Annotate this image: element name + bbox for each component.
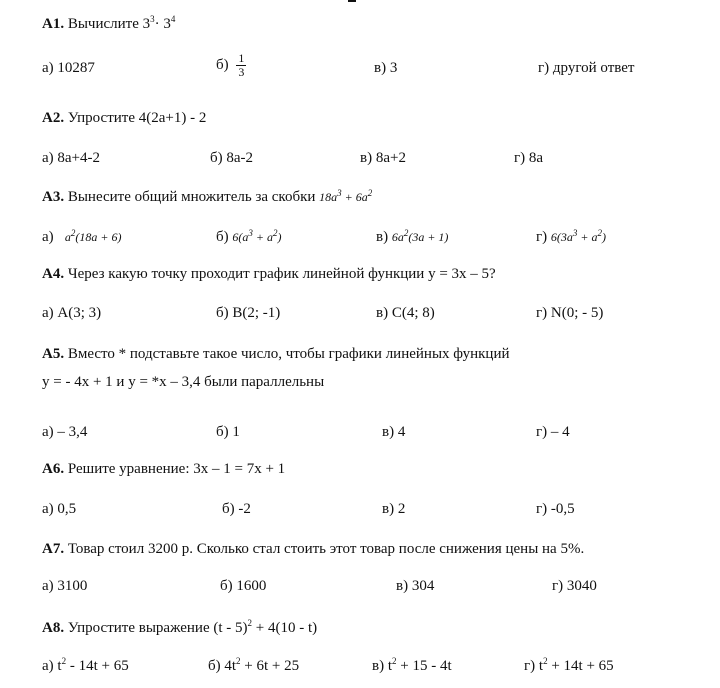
answer-d[interactable]: г) 8а bbox=[514, 150, 544, 166]
question-number: A4. bbox=[42, 266, 65, 282]
answer-d[interactable]: г) -0,5 bbox=[536, 501, 575, 517]
question-number: A2. bbox=[42, 110, 65, 126]
answer-a[interactable]: а) 3100 bbox=[42, 578, 88, 594]
question-a7 bbox=[42, 541, 584, 558]
answer-a[interactable]: а) 8а+4-2 bbox=[42, 150, 101, 166]
answers-a8 bbox=[42, 656, 702, 680]
question-text: Упростите выражение (t - 5) bbox=[67, 620, 248, 636]
question-a3 bbox=[42, 188, 372, 206]
answers-a6 bbox=[42, 501, 702, 525]
page-edge-mark bbox=[348, 0, 356, 2]
question-number: A7. bbox=[42, 541, 65, 557]
answer-d[interactable]: г) N(0; - 5) bbox=[536, 305, 604, 321]
question-text: Через какую точку проходит график линейной функции y = 3x – 5? bbox=[67, 266, 496, 282]
answer-a[interactable]: а) A(3; 3) bbox=[42, 305, 102, 321]
answer-d[interactable]: г) 3040 bbox=[552, 578, 597, 594]
question-text: Решите уравнение: 3x – 1 = 7x + 1 bbox=[67, 461, 286, 477]
answer-b[interactable]: б) $\frac{1}{3}$ bbox=[216, 51, 245, 79]
answer-c[interactable]: в) 3 bbox=[374, 60, 398, 76]
question-number: A3. bbox=[42, 189, 65, 205]
answer-b[interactable]: б) B(2; -1) bbox=[216, 305, 281, 321]
question-text: Товар стоил 3200 р. Сколько стал стоить этот товар после снижения цены на 5%. bbox=[67, 541, 585, 557]
answer-b[interactable]: б) $6(a^3 + a^2)$ bbox=[216, 228, 282, 245]
question-a1: A1. Вычислите $3^3\cdot 3^4$ bbox=[42, 14, 176, 32]
answer-b[interactable]: б) -2 bbox=[222, 501, 251, 517]
answer-c[interactable]: в) 304 bbox=[396, 578, 435, 594]
question-text: Вынесите общий множитель за скобки bbox=[67, 189, 316, 205]
answer-a[interactable]: а) 10287 bbox=[42, 60, 95, 76]
answer-a[interactable]: а) $t^2 - 14t + 65$ bbox=[42, 656, 129, 674]
answer-d[interactable]: г) $t^2 + 14t + 65$ bbox=[524, 656, 614, 674]
question-number: A8. bbox=[42, 620, 65, 636]
answer-c[interactable]: в) 2 bbox=[382, 501, 406, 517]
answers-a5 bbox=[42, 424, 702, 448]
answer-d[interactable]: г) $6(3a^3 + a^2)$ bbox=[536, 228, 607, 245]
answers-a2 bbox=[42, 150, 702, 174]
question-a8: A8. Упростите выражение (t - 5)$^2$ + 4(10 - t) bbox=[42, 618, 318, 636]
answer-c[interactable]: в) 8а+2 bbox=[360, 150, 406, 166]
answer-b[interactable]: б) 1600 bbox=[220, 578, 267, 594]
answers-a3 bbox=[42, 228, 702, 252]
question-text: Вместо * подставьте такое число, чтобы графики линейных функций bbox=[67, 346, 510, 362]
answer-c[interactable]: в) C(4; 8) bbox=[376, 305, 435, 321]
answers-a4 bbox=[42, 305, 702, 329]
question-a6 bbox=[42, 461, 285, 478]
answer-b[interactable]: б) 8а-2 bbox=[210, 150, 254, 166]
question-text: Упростите 4(2а+1) - 2 bbox=[67, 110, 207, 126]
fraction: $\frac{1}{3}$ bbox=[238, 51, 245, 79]
answer-a[interactable]: а) $a^2(18a + 6)$ bbox=[42, 228, 122, 245]
question-a5-line2: y = - 4x + 1 и y = *x – 3,4 были параллельны bbox=[42, 374, 325, 390]
answer-d[interactable]: г) – 4 bbox=[536, 424, 570, 440]
answer-b[interactable]: б) $4t^2 + 6t + 25$ bbox=[208, 656, 300, 674]
answers-a1 bbox=[42, 51, 702, 84]
answer-a[interactable]: а) 0,5 bbox=[42, 501, 77, 517]
question-number: A1. bbox=[42, 16, 65, 32]
answers-a7 bbox=[42, 578, 702, 602]
answer-c[interactable]: в) $t^2 + 15 - 4t$ bbox=[372, 656, 452, 674]
answer-d[interactable]: г) другой ответ bbox=[538, 60, 635, 76]
question-a4 bbox=[42, 266, 496, 283]
question-a5 bbox=[42, 346, 510, 363]
question-a2 bbox=[42, 110, 206, 127]
question-text: Вычислите 3 bbox=[67, 16, 151, 32]
answer-c[interactable]: в) $6a^2(3a + 1)$ bbox=[376, 228, 449, 245]
question-number: A5. bbox=[42, 346, 65, 362]
answer-a[interactable]: а) – 3,4 bbox=[42, 424, 88, 440]
expression: $18a^3 + 6a^2$ bbox=[319, 188, 373, 204]
answer-b[interactable]: б) 1 bbox=[216, 424, 240, 440]
answer-c[interactable]: в) 4 bbox=[382, 424, 406, 440]
question-number: A6. bbox=[42, 461, 65, 477]
